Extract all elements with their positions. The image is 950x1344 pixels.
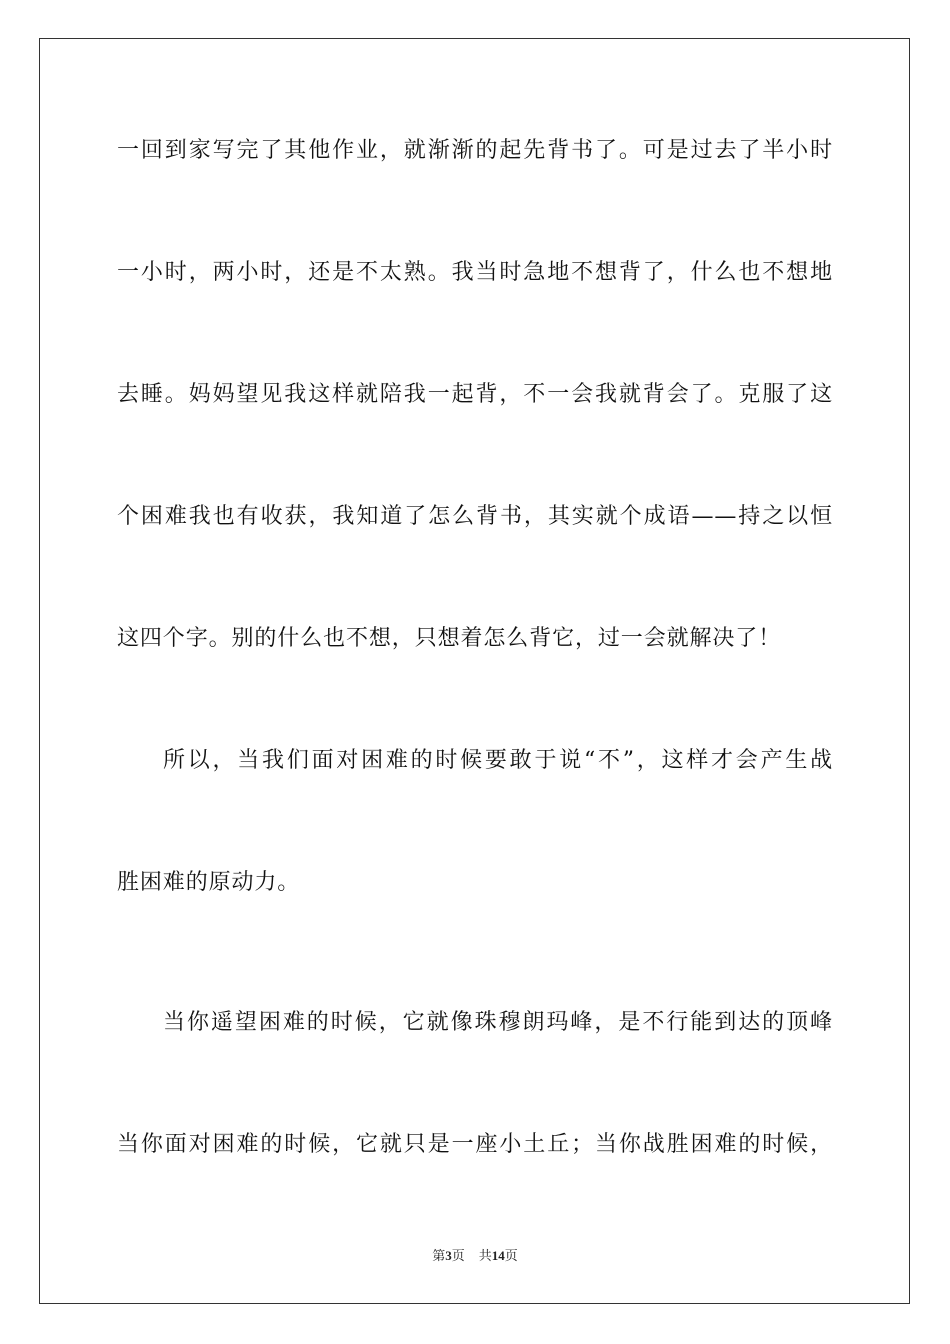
text-line-3: 去睡。妈妈望见我这样就陪我一起背，不一会我就背会了。克服了这 (117, 382, 833, 407)
total-label-suffix: 页 (504, 1248, 518, 1263)
text-line-1: 一回到家写完了其他作业，就渐渐的起先背书了。可是过去了半小时 (117, 138, 833, 163)
text-line-7: 胜困难的原动力。 (117, 870, 301, 895)
text-line-9: 当你面对困难的时候，它就只是一座小土丘；当你战胜困难的时候， (117, 1132, 833, 1157)
text-line-4: 个困难我也有收获，我知道了怎么背书，其实就个成语——持之以恒 (117, 504, 833, 529)
total-label-prefix: 共 (478, 1248, 492, 1263)
text-line-5: 这四个字。别的什么也不想，只想着怎么背它，过一会就解决了！ (117, 626, 782, 651)
page-border (39, 38, 910, 1304)
paragraph-start-line: 当你遥望困难的时候，它就像珠穆朗玛峰，是不行能到达的顶峰 (163, 1010, 833, 1035)
paragraph-start-line: 所以，当我们面对困难的时候要敢于说“不”，这样才会产生战 (163, 748, 833, 773)
page-label-prefix: 第 (432, 1248, 446, 1263)
total-page-count: 14 (491, 1248, 505, 1263)
page-label-suffix: 页 (451, 1248, 465, 1263)
text-line-2: 一小时，两小时，还是不太熟。我当时急地不想背了，什么也不想地 (117, 260, 833, 285)
current-page-number: 3 (445, 1248, 452, 1263)
page-footer (0, 1247, 950, 1265)
